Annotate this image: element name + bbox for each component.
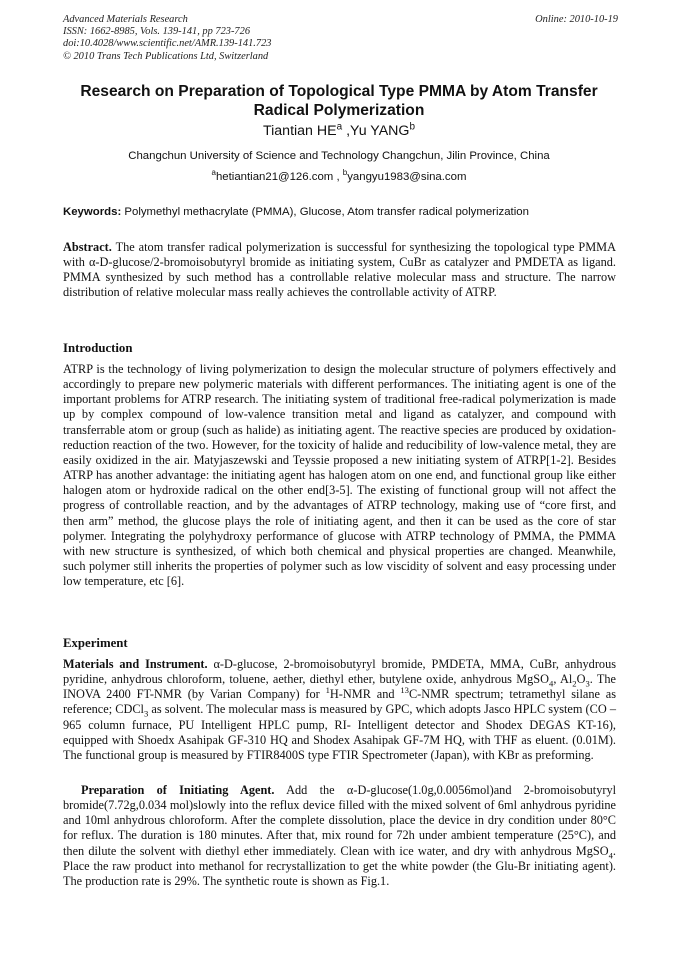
copyright-line: © 2010 Trans Tech Publications Ltd, Switzerland [63,50,269,62]
doi-line: doi:10.4028/www.scientific.net/AMR.139-141.723 [63,38,272,50]
preparation-paragraph [63,783,616,889]
abstract-label: Abstract. [63,240,112,254]
author-2-affiliation-mark: b [409,121,415,133]
materials-text: as solvent. The molecular mass is measured by GPC, which adopts Jasco HPLC system (CO – 965 column furnace, PU Intelligent HPLC pump, RI- Intelligent detector and Shodex DEGAS KT-16), equipped with Shoedx Asahipak GF-310 HQ and Shodex Asahipak GF-7M HQ, with THF as eluent. (0.01M). The functional group is measured by FTIR8400S type FTIR Spectrometer (Japan), with KBr as preforming. [63,702,617,762]
author-2: Yu YANG [350,123,410,139]
materials-subscript: 4 [549,678,554,689]
email-b: yangyu1983@sina.com [347,171,467,183]
materials-text: . The INOVA 2400 FT-NMR (by Varian Company) for [63,672,616,702]
materials-label: Materials and Instrument. [63,657,208,671]
materials-subscript: 3 [585,678,590,689]
materials-superscript: 1 [325,685,330,696]
preparation-text: Add the α-D-glucose(1.0g,0.0056mol)and 2-bromoisobutyryl bromide(7.72g,0.034 mol)slowly into the reflux device filled with the mixed solvent of 6ml anhydrous pyridine and 10ml anhydrous chloroform. After the complete dissolution, place the device in dry condition under 80°C for reflux. The duration is 180 minutes. After that, mix round for 72h under ambient temperature (25°C), and then dilute the solvent with diethyl ether immediately. Clean with ice water, and dry with anhydrous MgSO [63,783,617,858]
materials-text: H-NMR and [329,687,401,702]
preparation-label: Preparation of Initiating Agent. [81,783,275,797]
materials-text: , Al [553,672,573,687]
author-line [0,122,678,140]
journal-name: Advanced Materials Research [63,14,188,25]
materials-text: O [576,672,586,687]
materials-text: α-D-glucose, 2-bromoisobutyryl bromide, PMDETA, MMA, CuBr, anhydrous pyridine, anhydrous chloroform, toluene, aether, diethyl ether, butylene oxide, anhydrous MgSO [63,657,616,687]
email-b-mark: b [342,168,348,178]
email-line [0,170,678,184]
journal-header [63,14,618,63]
preparation-subscript: 4 [608,850,613,861]
author-1: Tiantian HE [263,123,337,139]
introduction-text: ATRP is the technology of living polymerization to design the molecular structure of polymers effectively and accordingly to prepare new polymeric materials with different performances. The initiating agent is one of the important problems for ATRP research. The initiating system of traditional free-radical polymerization is made up by complex compound of low-valence transition metal and ligand as catalyzer, and compound with transferrable atom or group (such as halide) as initiating agent. The reactive species are produced by oxidation-reduction reaction of the two. However, for the toxicity of halide and reducibility of low-valence metal, they are easily oxidized in the air. Matyjaszewski and Teyssie proposed a new initiating system of ATRP[1-2]. Besides ATRP has another advantage: the initiating agent has halogen atom on one end, and functional group like either halogen atom or hydroxide radical on the other end[3-5]. The existing of functional group will not affect the progress of controllable reaction, and by the advantages of ATRP technology, making use of “core first, and then arm” method, the glucose plays the role of initiating agent, and then it can be used as the core of star polymer. Integrating the polyhydroxy performance of glucose with ATRP technology of PMMA, the PMMA with new structure is synthesized, of which both chemical and physical properties are changed. Meanwhile, such polymer still inherits the properties of polymer such as low viscidity of solvent and easy processing under low temperature, etc [6]. [63,362,616,589]
abstract-text: The atom transfer radical polymerization is successful for synthesizing the topological type PMMA with α-D-glucose/2-bromoisobutyryl bromide as initiating system, CuBr as catalyzer and PMDETA as ligand. PMMA synthesized by such method has a controllable relative molecular mass and structure. The narrow distribution of relative molecular mass really achieves the controllable activity of ATRP. [63,240,616,300]
materials-subscript: 2 [572,678,577,689]
experiment-heading: Experiment [63,636,128,650]
materials-subscript: 3 [143,708,149,719]
keywords-label: Keywords: [63,206,122,218]
keywords-text: Polymethyl methacrylate (PMMA), Glucose, Atom transfer radical polymerization [121,206,529,218]
materials-text: C-NMR spectrum; tetramethyl silane as reference; CDCl [63,687,617,717]
email-separator: , [333,171,343,183]
keywords [63,205,621,219]
email-a: hetiantian21@126.com [215,171,334,183]
paper-title: Research on Preparation of Topological Type PMMA by Atom Transfer Radical Polymerization [80,83,598,119]
email-a-mark: a [211,168,216,178]
preparation-text: . Place the raw product into methanol for recrystallization to get the white powder (the Glu-Br initiating agent). The production rate is 29%. The synthetic route is shown as Fig.1. [63,843,616,888]
author-1-affiliation-mark: a [336,121,343,133]
introduction-heading: Introduction [63,341,133,355]
online-date: Online: 2010-10-19 [535,14,618,25]
abstract [63,240,616,301]
issn-line: ISSN: 1662-8985, Vols. 139-141, pp 723-726 [63,26,251,38]
affiliation: Changchun University of Science and Technology Changchun, Jilin Province, China [128,150,550,162]
materials-paragraph [63,657,616,763]
materials-superscript: 13 [400,685,409,696]
author-separator: , [342,123,351,139]
